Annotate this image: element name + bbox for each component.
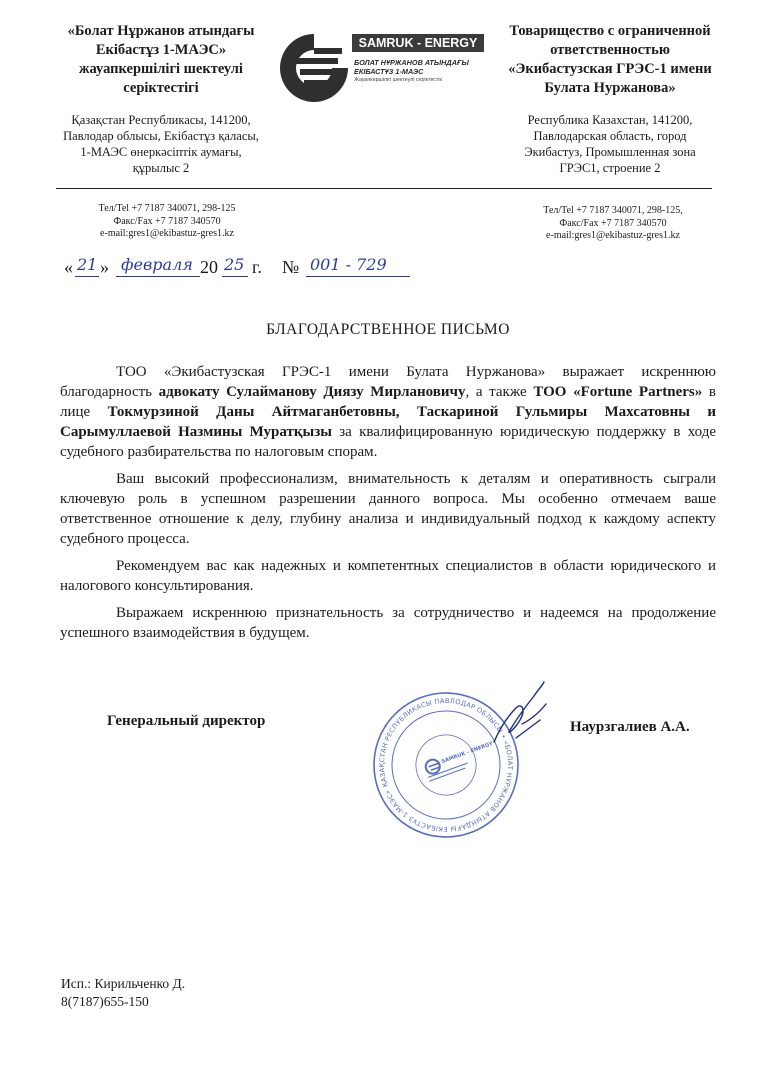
date-year-prefix: 20 bbox=[200, 257, 218, 277]
header-right-ru bbox=[490, 22, 730, 176]
contact-line: Факс/Fax +7 7187 340570 bbox=[113, 215, 221, 227]
company-name-ru-line: Товарищество с ограниченной bbox=[509, 23, 711, 39]
address-ru bbox=[490, 112, 730, 176]
company-name-ru-line: ответственностью bbox=[550, 42, 670, 58]
address-ru-line: Республика Казахстан, 141200, bbox=[527, 113, 693, 127]
number-label: № bbox=[282, 257, 300, 277]
address-kz-line: құрылыс 2 bbox=[132, 161, 190, 175]
address-kz-line: Қазақстан Республикасы, 141200, bbox=[71, 113, 251, 127]
day-underline bbox=[75, 259, 99, 277]
company-name-kz-line: серіктестігі bbox=[123, 80, 199, 96]
company-name-kz-line: жауапкершілігі шектеулі bbox=[79, 61, 243, 77]
header-left-kz bbox=[42, 22, 280, 176]
year-underline bbox=[222, 259, 248, 277]
contact-line: Тел/Tel +7 7187 340071, 298-125 bbox=[98, 203, 236, 214]
address-ru-line: Экибастуз, Промышленная зона bbox=[524, 145, 696, 159]
contacts-right bbox=[498, 205, 728, 243]
header-divider bbox=[56, 188, 712, 189]
address-kz-line: Павлодар облысы, Екібастұз қаласы, bbox=[63, 129, 259, 143]
number-underline bbox=[306, 259, 410, 277]
executor-name: Исп.: Кирильченко Д. bbox=[61, 976, 186, 991]
address-ru-line: Павлодарская область, город bbox=[533, 129, 687, 143]
contact-line: e-mail:gres1@ekibastuz-gres1.kz bbox=[546, 230, 680, 241]
paragraph-1 bbox=[60, 362, 716, 462]
registration-number: 001 - 729 bbox=[310, 255, 387, 274]
date-year-suffix: 25 bbox=[224, 255, 245, 274]
date-day: 21 bbox=[77, 255, 98, 274]
stamp-outer-text: ҚАЗАҚСТАН РЕСПУБЛИКАСЫ ПАВЛОДАР ОБЛЫСЫ • «БОЛАТ НҰРЖАНОВ АТЫНДАҒЫ ЕКІБАСТҰЗ 1-МАЭС» bbox=[377, 696, 515, 834]
month-underline bbox=[116, 259, 200, 277]
date-open-quote: « bbox=[64, 257, 73, 277]
contact-line: Факс/Fax +7 7187 340570 bbox=[559, 217, 667, 229]
stamp-brand: SAMRUK - ENERGY bbox=[440, 740, 494, 766]
document-title: БЛАГОДАРСТВЕННОЕ ПИСЬМО bbox=[266, 321, 510, 338]
paragraph-4: Выражаем искреннюю признательность за сотрудничество и надеемся на продолжение успешного взаимодействия в будущем. bbox=[60, 605, 716, 641]
contacts-left bbox=[62, 203, 272, 241]
logo-subtitle-line3: Жауапкершілігі шектеулі серіктестік bbox=[354, 77, 442, 83]
p1-text-1: ТОО «Экибастузская ГРЭС-1 имени Булата Нуржанова» выражает искреннюю благодарность bbox=[60, 364, 716, 400]
contact-line: Тел/Tel +7 7187 340071, 298-125, bbox=[543, 205, 683, 216]
company-name-kz bbox=[42, 22, 280, 98]
handwritten-signature bbox=[486, 680, 556, 760]
contact-line: e-mail:gres1@ekibastuz-gres1.kz bbox=[100, 228, 234, 239]
letter-body bbox=[60, 362, 716, 650]
logo-brand-text: SAMRUK - ENERGY bbox=[352, 34, 484, 52]
samruk-energy-logo bbox=[276, 30, 486, 110]
company-name-kz-line: «Болат Нұржанов атындағы bbox=[67, 23, 255, 39]
date-month: февраля bbox=[121, 255, 193, 274]
signer-name: Наурзгалиев А.А. bbox=[570, 719, 690, 735]
paragraph-3: Рекомендуем вас как надежных и компетентных специалистов в области юридического и налогового консультирования. bbox=[60, 558, 716, 594]
executor-info bbox=[61, 975, 185, 1011]
date-year-label: г. bbox=[252, 257, 262, 277]
company-name-ru-line: «Экибастузская ГРЭС-1 имени bbox=[508, 61, 712, 77]
p1-text-3: в лице bbox=[60, 384, 716, 420]
logo-subtitle-line2: ЕКІБАСТҰЗ 1-МАЭС bbox=[354, 67, 424, 76]
p1-text-2: , а также bbox=[465, 384, 534, 400]
p1-bold-1: адвокату Сулайманову Диязу Мирлановичу bbox=[158, 384, 466, 400]
company-name-kz-line: Екібастұз 1-МАЭС» bbox=[95, 42, 227, 58]
company-name-ru bbox=[490, 22, 730, 98]
address-kz bbox=[42, 112, 280, 176]
p1-bold-2: ТОО «Fortune Partners» bbox=[533, 384, 703, 400]
address-ru-line: ГРЭС1, строение 2 bbox=[559, 161, 661, 175]
p1-text-4: за квалифицированную юридическую поддержку в ходе судебного разбирательства по налоговым спорам. bbox=[60, 424, 716, 460]
paragraph-2: Ваш высокий профессионализм, внимательность к деталям и оперативность сыграли ключевую роль в успешном разрешении данного вопроса. Мы особенно отмечаем ваше ответственное отношение к делу, глубину анализа и индивидуальный подход к каждому аспекту судебного процесса. bbox=[60, 471, 716, 547]
company-name-ru-line: Булата Нуржанова» bbox=[544, 80, 676, 96]
signer-position: Генеральный директор bbox=[107, 713, 266, 729]
samruk-emblem-icon bbox=[274, 28, 354, 108]
executor-phone: 8(7187)655-150 bbox=[61, 994, 149, 1009]
registration-line bbox=[64, 253, 464, 283]
address-kz-line: 1-МАЭС өнеркәсіптік аумағы, bbox=[80, 145, 242, 159]
logo-subtitle-line1: БОЛАТ НҰРЖАНОВ АТЫНДАҒЫ bbox=[354, 58, 469, 67]
date-close-quote: » bbox=[100, 257, 109, 277]
p1-bold-3: Токмурзиной Даны Айтмаганбетовны, Таскариной Гульмиры Махсатовны и Сарымуллаевой Назмины Муратқызы bbox=[60, 404, 716, 440]
